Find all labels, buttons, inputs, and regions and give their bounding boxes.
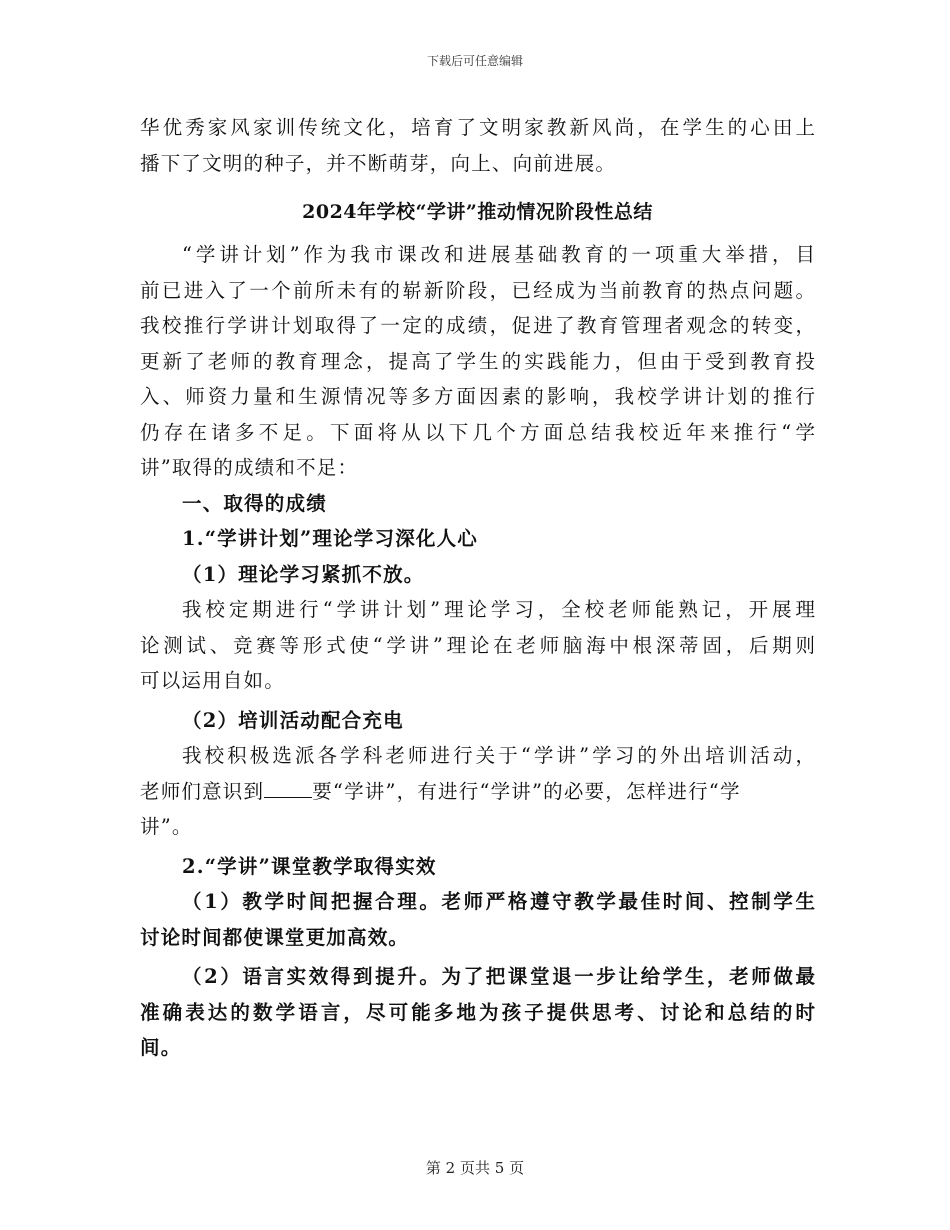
section-heading: 一、取得的成绩	[182, 491, 327, 515]
paragraph-line: 入、师资力量和生源情况等多方面因素的影响，我校学讲计划的推行	[140, 385, 815, 408]
bold-paragraph-line: 间。	[140, 1036, 182, 1059]
document-title: 2024年学校“学讲”推动情况阶段性总结	[302, 201, 653, 223]
paragraph-line: 前已进入了一个前所未有的崭新阶段，已经成为当前教育的热点问题。	[140, 278, 815, 302]
paragraph-line: 可以运用自如。	[140, 669, 285, 692]
page-footer: 第 2 页共 5 页	[425, 1159, 525, 1177]
intro-line: 播下了文明的种子，并不断萌芽，向上、向前进展。	[140, 151, 617, 175]
intro-line: 华优秀家风家训传统文化，培育了文明家教新风尚，在学生的心田上	[140, 116, 815, 139]
paragraph-text: 要“学讲”，有进行“学讲”的必要，怎样进行“学	[312, 779, 741, 803]
page-header: 下载后可任意编辑	[426, 54, 523, 68]
paragraph-line: “学讲计划”作为我市课改和进展基础教育的一项重大举措，目	[182, 243, 815, 266]
bold-paragraph-line: （1）教学时间把握合理。老师严格遵守教学最佳时间、控制学生	[182, 890, 815, 913]
fill-blank	[264, 779, 312, 798]
paragraph-line: 更新了老师的教育理念，提高了学生的实践能力，但由于受到教育投	[140, 349, 815, 373]
paragraph-line: 论测试、竞赛等形式使“学讲”理论在老师脑海中根深蒂固，后期则	[140, 633, 815, 657]
paragraph-line: 我校定期进行“学讲计划”理论学习，全校老师能熟记，开展理	[182, 598, 815, 621]
subsection-heading: 1.“学讲计划”理论学习深化人心	[182, 527, 478, 550]
bold-paragraph-line: （2）语言实效得到提升。为了把课堂退一步让给学生，老师做最	[182, 965, 815, 988]
bold-paragraph-line: 讨论时间都使课堂更加高效。	[140, 925, 410, 949]
item-heading: （2）培训活动配合充电	[182, 708, 404, 732]
paragraph-line: 讲”。	[140, 815, 193, 838]
paragraph-text: 老师们意识到	[140, 779, 265, 803]
paragraph-line: 我校推行学讲计划取得了一定的成绩，促进了教育管理者观念的转变，	[140, 314, 815, 337]
paragraph-line: 我校积极选派各学科老师进行关于“学讲”学习的外出培训活动，	[182, 744, 815, 767]
subsection-heading: 2.“学讲”课堂教学取得实效	[182, 854, 437, 878]
bold-paragraph-line: 准确表达的数学语言，尽可能多地为孩子提供思考、讨论和总结的时	[140, 1000, 815, 1024]
paragraph-line: 仍存在诸多不足。下面将从以下几个方面总结我校近年来推行“学	[140, 420, 815, 444]
item-heading: （1）理论学习紧抓不放。	[182, 562, 425, 586]
document-body	[140, 110, 815, 1066]
paragraph-line: 讲”取得的成绩和不足：	[140, 456, 359, 479]
paragraph-line	[140, 774, 815, 810]
